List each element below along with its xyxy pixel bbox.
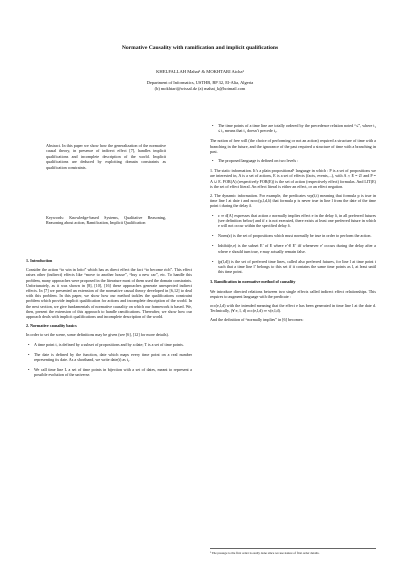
section-heading-1: 1. Introduction (26, 258, 53, 263)
keywords: Keywords: Knowledge-based Systems, Qualitative Reasoning, Reasoning about action, Ramification, Implicit Qualification (46, 215, 166, 226)
abstract: Abstract. In this paper we show how the generalization of the normative causal theory, in presence of indirect effect [7], handles implicit qualifications and incomplete description of the world. Implicit qualifications are deduced by exploiting domain constraints as qualification constraints. (46, 143, 166, 170)
left-column (26, 258, 192, 383)
static-information-paragraph: 1. The static information. It’s a plain propositional¹ language in which : P is a set of propositions we are interested in, A is a set of actions, E is a set of effects (facts, events,...), with A ∩ E = ∅ and P = A ∪ E. FOR(A) (respectively FOR(E)) is the set of action (respectively effect) formulas. And LIT(E) is the set of effect literal. An effect literal is either an effect, or an effect negation. (210, 168, 376, 189)
affiliation (0, 80, 400, 91)
bullet-language-levels: • The proposed language is defined on two levels : (210, 158, 376, 163)
intro-paragraph: Consider the action “to win in lotto” which has as direct effect the fact “to become rich”. This effect raises other (indirect) effects like “move to another house”, “buy a new car”, etc. To handle this problem, many approaches were proposed in the literature most of them used the domain constraints. Unfortunately, as it was shown in [8], [10], [16] these approaches generate unexpected indirect effects. In [7] we presented an extension of the normative causal theory developed in [6,12] to deal with this problem. In this paper, we show how our method tackles the qualifications constraint problem which provide implicit qualification for actions and incomplete description of the world. In the next section, we give fundamentals of normative causality on which our framework is based. We, then, present the extension of this approach to handle ramifications. Thereafter, we show how our approach deals with implicit qualifications and incomplete description of the world. (26, 267, 192, 320)
affiliation-line-1: Department of Informatics, USTHB, BP 32, El-Alia, Algeria (146, 80, 254, 85)
section-3-predicate: occ(e,l,d) with the intended meaning that the effect e has been generated in time line l at the date d. Technically, (∀ e, l, d) occ(e,l,d) ⇒ v(e,l,d). (210, 303, 376, 314)
bullet-date: • The date is defined by the function, date which maps every time point on a real number representing its date. As a shorthand, we write date(t) as t₁. (26, 352, 192, 362)
paper-title: Normative Causality with ramification and implicit qualifications (121, 45, 279, 51)
section-2-paragraph: In order to set the scene, some definitions may be given (see [6], [12] for more details). (26, 332, 169, 338)
definition-normally-implies: • ε ⇒ d[A] expresses that action ε normally implies effect e in the delay δ, in all preferred futures (see definition below) and if ε is not executed, there exists at least one preferred future in which e will not occur within the specified delay δ. (210, 213, 376, 229)
bullet-time-point: • A time point t, is defined by a subset of propositions and by a date; T is a set of time points. (26, 342, 192, 347)
definition-preferred: • (p(l,d)) is the set of preferred time lines, called also preferred futures, for line l at time point t such that a time line l’ belongs to this set if it contains the same time points as l, at least until this time point. (210, 259, 376, 275)
section-3-paragraph: We introduce directed relations between two single effects called indirect effect relationships. This requires to augment language with the predicate : (210, 288, 376, 299)
footnote: ¹ The passage to the first order is easily done since we use nature of first order details. (210, 548, 376, 555)
paper-authors: KHELFALLAH Mahat¹ & MOKHTARI Aicha¹ (156, 69, 244, 74)
section-heading-3: 3. Ramification in normative method of causality (210, 279, 296, 285)
affiliation-line-2: (b) mokhtari@wissal.dz (a) mahat_k@hotmail.com (154, 85, 246, 91)
definition-inhibit: • Inhibit(e,e) is the subset E’ of E where e’∈ E’ iff whenever e’ occurs during the delay after a where e should turn true, e may actually remain false. (210, 243, 376, 253)
definition-norm: • Norm(ε) is the set of propositions which must normally be true in order to perform the action. (210, 233, 376, 238)
section-3-definition: And the definition of “normally implies” in [6] becomes: (210, 317, 304, 323)
section-heading-2: 2. Normative causality basics (26, 323, 77, 329)
right-column (210, 123, 376, 327)
free-will-paragraph: The notion of free will (the choice of performing or not an action) required a structure of time with a branching in the future, and the ignorance of the past required a structure of time with a branching in past. (210, 138, 376, 154)
dynamic-information-paragraph: 2. The dynamic information. For example, the predicates vrp(f,t) meaning that formula p is true in time line l at date t and nocc(p,l,d,δ) that formula p is never true in line l from the date of the time point t during the delay δ. (210, 193, 376, 209)
bullet-time-line: • We call time line L a set of time points in bijection with a set of dates, meant to represent a possible evolution of the universe. (26, 367, 192, 377)
bullet-time-order: • The time points of a time line are totally ordered by the precedence relation noted “≤”, where t₁ ≤ t₂ means that t₁ doesn’t precede t₂. (210, 123, 376, 133)
